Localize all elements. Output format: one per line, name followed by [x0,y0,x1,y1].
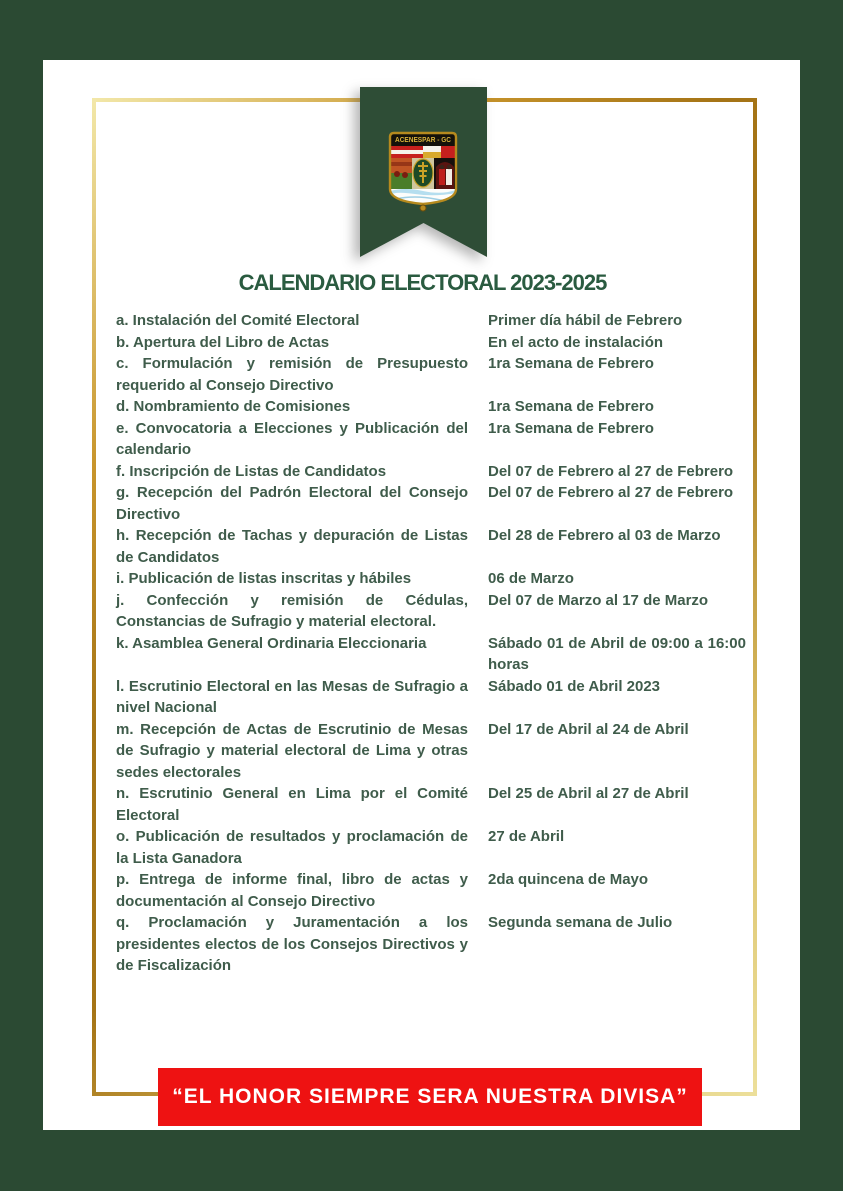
schedule-item-text: k. Asamblea General Ordinaria Eleccionaria [116,634,427,652]
schedule-item-text: c. Formulación y remisión de Presupuesto requerido al Consejo Directivo [116,355,468,394]
schedule-item-text: q. Proclamación y Juramentación a los presidentes electos de los Consejos Directivos y de Fiscalización [116,914,468,974]
table-row [116,482,746,525]
motto-banner [158,1068,702,1126]
table-row [116,676,746,719]
schedule-item-text: f. Inscripción de Listas de Candidatos [116,462,387,480]
schedule-item-text: n. Escrutinio General en Lima por el Comité Electoral [116,785,468,824]
table-row [116,912,746,977]
schedule-item-text: a. Instalación del Comité Electoral [116,312,360,329]
schedule-item-date: Primer día hábil de Febrero [488,312,683,329]
schedule-item-date: Del 07 de Febrero al 27 de Febrero [488,462,734,480]
table-row [116,332,746,354]
schedule-item-text: d. Nombramiento de Comisiones [116,398,351,415]
schedule-item-date: Sábado 01 de Abril de 09:00 a 16:00 horas [488,634,746,673]
table-row [116,783,746,826]
ribbon-bookmark [360,87,487,257]
schedule-item-date: 1ra Semana de Febrero [488,398,654,415]
schedule-item-date: En el acto de instalación [488,333,664,351]
acenespar-emblem-icon [385,129,461,215]
table-row [116,633,746,676]
table-row [116,826,746,869]
schedule-item-date: 06 de Marzo [488,570,574,587]
table-row [116,719,746,784]
table-row [116,310,746,332]
table-row [116,869,746,912]
table-row [116,568,746,590]
table-row [116,353,746,396]
schedule-item-date: 1ra Semana de Febrero [488,419,654,437]
schedule-item-text: i. Publicación de listas inscritas y hábiles [116,570,412,587]
schedule-item-date: Segunda semana de Julio [488,914,673,931]
schedule-item-text: g. Recepción del Padrón Electoral del Consejo Directivo [116,484,468,523]
schedule-item-date: Del 17 de Abril al 24 de Abril [488,720,689,738]
schedule-item-text: h. Recepción de Tachas y depuración de Listas de Candidatos [116,527,468,566]
schedule-item-text: b. Apertura del Libro de Actas [116,333,330,351]
ribbon-shape [360,87,487,257]
schedule-item-text: p. Entrega de informe final, libro de actas y documentación al Consejo Directivo [116,871,468,910]
schedule-item-date: 1ra Semana de Febrero [488,355,654,372]
schedule-item-text: o. Publicación de resultados y proclamación de la Lista Ganadora [116,828,468,867]
schedule-item-date: 27 de Abril [488,828,565,845]
table-row [116,525,746,568]
motto-text: “EL HONOR SIEMPRE SERA NUESTRA DIVISA” [172,1085,688,1108]
emblem-banner-text: ACENESPAR - GC [395,137,451,144]
schedule-item-date: Del 07 de Febrero al 27 de Febrero [488,484,734,501]
schedule-item-date: Del 07 de Marzo al 17 de Marzo [488,591,709,609]
table-row [116,461,746,483]
schedule-table [116,310,746,977]
table-row [116,418,746,461]
schedule-item-date: Del 25 de Abril al 27 de Abril [488,785,689,802]
schedule-item-text: j. Confección y remisión de Cédulas, Constancias de Sufragio y material electoral. [116,591,468,630]
schedule-item-text: e. Convocatoria a Elecciones y Publicación del calendario [116,419,468,458]
schedule-item-date: 2da quincena de Mayo [488,871,649,888]
schedule-item-text: l. Escrutinio Electoral en las Mesas de Sufragio a nivel Nacional [116,677,468,716]
schedule-item-date: Del 28 de Febrero al 03 de Marzo [488,527,721,544]
page-title: CALENDARIO ELECTORAL 2023-2025 [238,270,607,295]
ribbon-knob [420,205,426,211]
table-row [116,396,746,418]
table-row [116,590,746,633]
schedule-item-date: Sábado 01 de Abril 2023 [488,677,661,695]
schedule-item-text: m. Recepción de Actas de Escrutinio de Mesas de Sufragio y material electoral de Lima y otras sedes electorales [116,720,468,781]
